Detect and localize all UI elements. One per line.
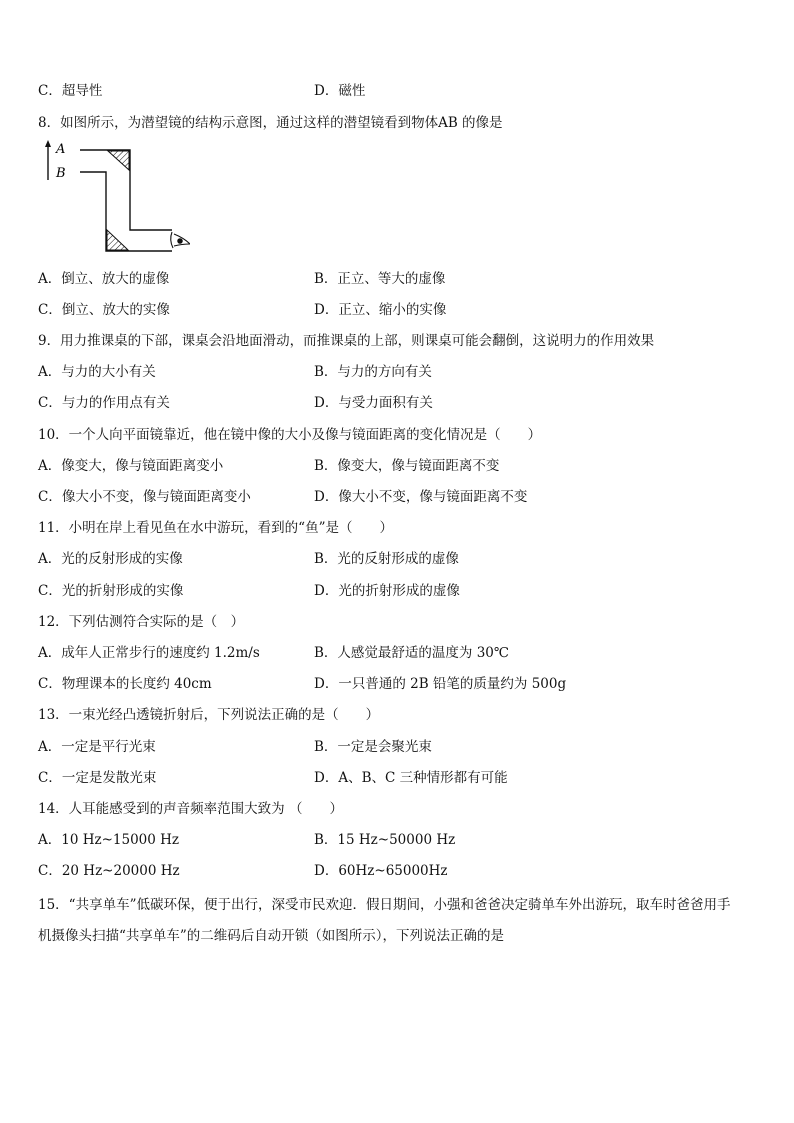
object-arrow-ab	[45, 140, 51, 180]
q10-option-c: C．像大小不变，像与镜面距离变小	[38, 489, 251, 505]
q10-option-b: B．像变大，像与镜面距离不变	[314, 458, 500, 474]
q8-option-c: C．倒立、放大的实像	[38, 302, 170, 318]
q14-option-c: C．20 Hz~20000 Hz	[38, 863, 180, 879]
q9-option-d: D．与受力面积有关	[314, 395, 433, 411]
q11-option-d: D．光的折射形成的虚像	[314, 583, 460, 599]
q8-option-a: A．倒立、放大的虚像	[38, 271, 170, 287]
q10-option-a: A．像变大，像与镜面距离变小	[38, 458, 224, 474]
q12-option-c: C．物理课本的长度约 40cm	[38, 676, 212, 692]
q13-option-d: D．A、B、C 三种情形都有可能	[314, 770, 508, 786]
q9-option-b: B．与力的方向有关	[314, 364, 432, 380]
eye-icon	[171, 232, 190, 248]
q7-option-d: D．磁性	[314, 83, 366, 99]
q12-option-b: B．人感觉最舒适的温度为 30℃	[314, 645, 509, 661]
q15-stem-line2: 机摄像头扫描“共享单车”的二维码后自动开锁（如图所示），下列说法正确的是	[38, 928, 505, 944]
q10-option-d: D．像大小不变，像与镜面距离不变	[314, 489, 528, 505]
q14-stem: 14．人耳能感受到的声音频率范围大致为 （ ）	[38, 801, 343, 817]
q8-option-b: B．正立、等大的虚像	[314, 271, 446, 287]
q14-option-a: A．10 Hz~15000 Hz	[38, 832, 180, 848]
q7-option-c: C．超导性	[38, 83, 103, 99]
periscope-diagram	[40, 138, 190, 262]
q13-option-b: B．一定是会聚光束	[314, 739, 432, 755]
q8-stem: 8．如图所示，为潜望镜的结构示意图，通过这样的潜望镜看到物体AB 的像是	[38, 115, 503, 131]
q9-option-a: A．与力的大小有关	[38, 364, 156, 380]
q8-option-d: D．正立、缩小的实像	[314, 302, 447, 318]
q13-option-c: C．一定是发散光束	[38, 770, 157, 786]
q12-option-a: A．成年人正常步行的速度约 1.2m/s	[38, 645, 260, 661]
label-b: B	[56, 166, 66, 181]
q10-stem: 10．一个人向平面镜靠近，他在镜中像的大小及像与镜面距离的变化情况是（ ）	[38, 427, 542, 443]
q12-option-d: D．一只普通的 2B 铅笔的质量约为 500g	[314, 676, 567, 692]
q9-option-c: C．与力的作用点有关	[38, 395, 170, 411]
label-a: A	[56, 142, 66, 157]
q11-option-c: C．光的折射形成的实像	[38, 583, 184, 599]
q15-stem-line1: 15．“共享单车”低碳环保，便于出行，深受市民欢迎．假日期间，小强和爸爸决定骑单车外出游玩，取车时爸爸用手	[38, 897, 731, 913]
q11-option-a: A．光的反射形成的实像	[38, 551, 183, 567]
q12-stem: 12．下列估测符合实际的是（ ）	[38, 614, 245, 630]
top-mirror	[108, 151, 129, 170]
q11-option-b: B．光的反射形成的虚像	[314, 551, 459, 567]
q9-stem: 9．用力推课桌的下部，课桌会沿地面滑动，而推课桌的上部，则课桌可能会翻倒，这说明力的作用效果	[38, 333, 655, 349]
q13-option-a: A．一定是平行光束	[38, 739, 156, 755]
bottom-mirror	[107, 230, 128, 250]
q14-option-b: B．15 Hz~50000 Hz	[314, 832, 456, 848]
q13-stem: 13．一束光经凸透镜折射后，下列说法正确的是（ ）	[38, 707, 380, 723]
q11-stem: 11．小明在岸上看见鱼在水中游玩，看到的“鱼”是（ ）	[38, 520, 393, 536]
q14-option-d: D．60Hz~65000Hz	[314, 863, 448, 879]
